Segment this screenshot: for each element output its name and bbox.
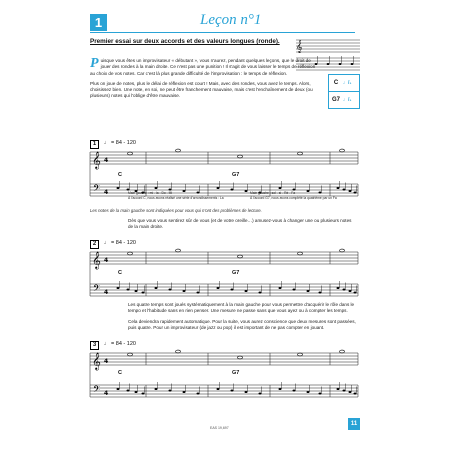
svg-text:𝄢: 𝄢: [93, 384, 101, 397]
dropcap-letter: P: [90, 56, 99, 71]
intro-paragraph-2: Plus on joue de notes, plus le délai de réflexion est court ! Mais, avec des rondes, vous avez le temps. Alors, choisissez bien. Une note, en soi, ne peut être franchement mauvaise, mais c'est l'enchaînement de deux (ou plusieurs) notes qui l'oblige d'être mauvaise.: [90, 80, 313, 99]
svg-text:𝄞: 𝄞: [296, 40, 303, 53]
chord-symbol: C: [118, 370, 122, 376]
svg-text:𝄞: 𝄞: [92, 352, 101, 370]
exercise-number: 2: [90, 240, 99, 249]
music-staff-2: [90, 250, 360, 306]
paragraph-2-3-b: Cela deviendra rapidement automatique. Pour la suite, vous aurez conscience que deux mesures sont passées, puis quatre. Pour un improvisateur (de jazz ou pop) il est important de ne pas compter en jouant.: [128, 318, 356, 330]
header-rule: [90, 32, 355, 33]
svg-text:4: 4: [104, 157, 109, 164]
svg-text:𝄞: 𝄞: [92, 251, 101, 269]
intro-paragraph-1: uisque vous êtes un improvisateur « débutant », vous n'aurez, pendant quelques leçons, que le droit de jouer des rondes à la main droite. Ce n'est pas une punition ! Il s'agit de vous laisser le temps de réflexion au choix de vos notes. Car c'est là plus grande difficulté de l'improvisation : le temps de réflexion.: [90, 58, 316, 76]
chord-mark: ♩/₁: [343, 97, 352, 103]
left-hand-caption-a: Main gauche : mi - la - Do - Mi: [128, 191, 173, 195]
svg-text:4: 4: [104, 257, 109, 264]
left-hand-caption-b2: À l'accord G7, nous avons complété la quatrième par un Fa: [250, 196, 337, 200]
svg-text:𝄢: 𝄢: [93, 183, 101, 196]
paragraph-between-2-3: [128, 302, 356, 335]
chord-name: C: [333, 80, 339, 86]
note-line: Les notes de la main gauche sont indiquées pour vous qui n'ont des problèmes de lecture.: [90, 208, 262, 213]
chord-table: [328, 74, 360, 109]
chord-symbol: G7: [232, 270, 240, 276]
chord-name: G7: [331, 97, 340, 103]
svg-text:𝄞: 𝄞: [92, 151, 101, 169]
tempo-marking: ♩ = 84 - 120: [104, 341, 136, 347]
chord-mark: ♩/₁: [343, 80, 352, 86]
chord-symbol: G7: [232, 172, 240, 178]
page-number: 11: [348, 418, 360, 430]
lesson-subtitle: Premier essai sur deux accords et des valeurs longues (ronde).: [90, 38, 280, 45]
chord-row: [329, 92, 359, 108]
music-staff-3: [90, 351, 360, 407]
paragraph-between-1-2: Dès que vous vous sentirez sûr de vous (et de votre oreille…) amusez-vous à changer une ou plusieurs notes de la main droite.: [128, 218, 352, 230]
svg-text:4: 4: [104, 189, 109, 196]
lesson-title: Leçon n°1: [200, 12, 262, 28]
left-hand-caption-a2: À l'accord C, nous avons réalisé une série d'arrondissements : La: [128, 196, 224, 200]
svg-text:4: 4: [104, 358, 109, 365]
chord-row: [329, 75, 359, 92]
chord-symbol: C: [118, 172, 122, 178]
chord-symbol: C: [118, 270, 122, 276]
exercise-number: 3: [90, 341, 99, 350]
paragraph-2-3-a: Les quatre temps sont joués systématiquement à la main gauche pour vous permettre d'acquérir le rôle dans le tempo et l'habitude sans en rien penser. Une mesure ne passe sans que vous ayez ou à compter les temps.: [128, 302, 355, 314]
chord-symbol: G7: [232, 370, 240, 376]
svg-text:𝄢: 𝄢: [93, 283, 101, 296]
tempo-marking: ♩ = 84 - 120: [104, 140, 136, 146]
left-hand-caption-b: Main gauche : sol - si - Ré - Fa: [250, 191, 296, 195]
footer-code: EAS 19,697: [210, 426, 229, 430]
svg-text:4: 4: [104, 289, 109, 296]
exercise-number: 1: [90, 140, 99, 149]
tempo-marking: ♩ = 84 - 120: [104, 240, 136, 246]
intro-text: [90, 58, 318, 104]
lesson-number-badge: 1: [90, 14, 107, 31]
svg-text:4: 4: [104, 390, 109, 397]
